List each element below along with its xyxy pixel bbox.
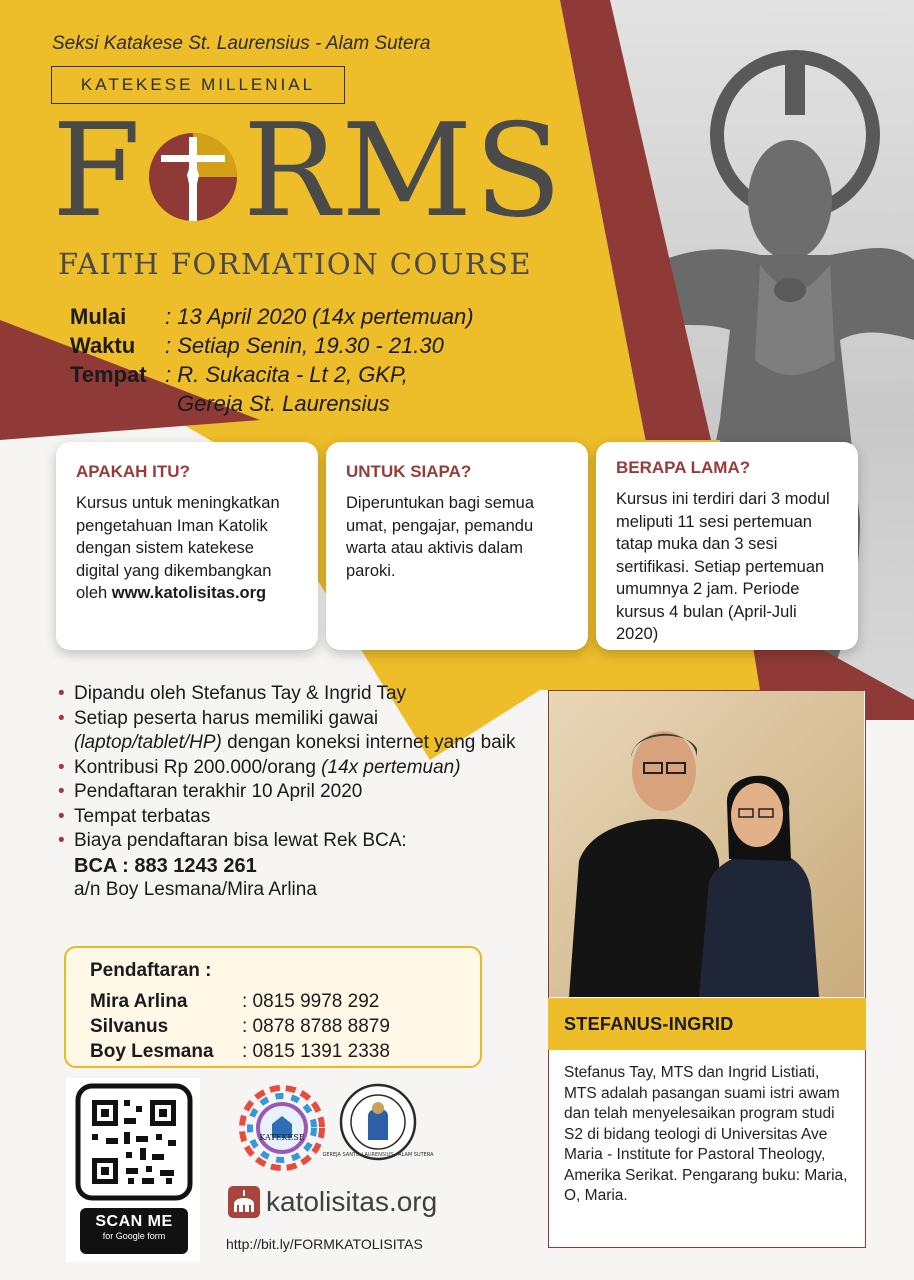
card-for-whom	[326, 442, 588, 650]
account-holder: a/n Boy Lesmana/Mira Arlina	[74, 879, 317, 900]
schedule-row: Gereja St. Laurensius	[177, 391, 390, 416]
list-item: • Tempat terbatas	[58, 805, 211, 827]
course-title: FAITH FORMATION COURSE	[58, 247, 533, 281]
site-name: katolisitas.org	[266, 1186, 438, 1217]
list-item: • Biaya pendaftaran bisa lewat Rek BCA:	[58, 830, 407, 851]
contact-row: Boy Lesmana : 0815 1391 2338	[90, 1041, 390, 1062]
registration-box	[64, 946, 482, 1068]
contact-row: Mira Arlina : 0815 9978 292	[90, 991, 380, 1012]
organizer-subtitle: Seksi Katakese St. Laurensius - Alam Sutera	[52, 33, 431, 54]
katolisitas-brand[interactable]	[228, 1186, 437, 1218]
registration-heading: Pendaftaran :	[90, 960, 212, 981]
katekese-logo	[238, 1080, 326, 1174]
list-item: • Kontribusi Rp 200.000/orang (14x pertemuan)	[58, 756, 461, 778]
title-letters-rms: RMS	[242, 97, 564, 246]
list-item: • Dipandu oleh Stefanus Tay & Ingrid Tay	[58, 683, 407, 704]
schedule-row: Mulai : 13 April 2020 (14x pertemuan)	[70, 304, 474, 329]
card-text: Kursus ini terdiri dari 3 modul meliputi 11 sesi pertemuan tatap muka dan 3 sesi sertifikasi. Setiap pertemuan umumnya 2 jam. Periode kursus 4 bulan (April-Juli 2020)	[616, 490, 830, 643]
card-text: Kursus untuk meningkatkan pengetahuan Iman Katolik dengan sistem katekese digital yang dikembangkan oleh www.katolisitas.org	[76, 494, 280, 602]
crucifix-icon	[147, 131, 239, 223]
speaker-description: Stefanus Tay, MTS dan Ingrid Listiati, MTS adalah pasangan suami istri awam dan telah menyelesaikan program studi S2 di bidang teologi di Universitas Ave Maria - Institute for Pastoral Theology, Amerika Serikat. Pengarang buku: Maria, O, Maria.	[564, 1064, 848, 1204]
card-title: BERAPA LAMA?	[616, 458, 751, 477]
forms-title	[52, 97, 564, 246]
schedule-row: Tempat : R. Sukacita - Lt 2, GKP,	[70, 362, 408, 387]
schedule-info	[70, 302, 474, 418]
phone-number[interactable]: : 0878 8788 8879	[242, 1016, 390, 1037]
card-title: APAKAH ITU?	[76, 462, 190, 481]
bank-account: BCA : 883 1243 261	[74, 854, 257, 877]
list-item: • Setiap peserta harus memiliki gawai (laptop/tablet/HP) dengan koneksi internet yang baik	[58, 707, 516, 753]
list-item: • Pendaftaran terakhir 10 April 2020	[58, 781, 363, 802]
basilica-icon	[228, 1186, 260, 1218]
schedule-row: Waktu : Setiap Senin, 19.30 - 21.30	[70, 333, 444, 358]
card-text: Diperuntukan bagi semua umat, pengajar, pemandu warta atau aktivis dalam paroki.	[346, 494, 535, 580]
program-tag: KATEKESE MILLENIAL	[51, 66, 345, 104]
phone-number[interactable]: : 0815 1391 2338	[242, 1041, 390, 1062]
website-link[interactable]: www.katolisitas.org	[111, 584, 267, 602]
contact-row: Silvanus : 0878 8788 8879	[90, 1016, 390, 1037]
card-title: UNTUK SIAPA?	[346, 462, 472, 481]
form-url[interactable]: http://bit.ly/FORMKATOLISITAS	[226, 1236, 423, 1252]
speaker-photo	[549, 691, 864, 997]
phone-number[interactable]: : 0815 9978 292	[242, 991, 380, 1012]
speaker-name: STEFANUS-INGRID	[548, 998, 866, 1050]
details-list	[58, 682, 528, 903]
scan-me-button[interactable]: SCAN ME for Google form	[80, 1208, 188, 1254]
parish-logo-text: GEREJA SANTO LAURENSIUS · ALAM SUTERA	[322, 1152, 434, 1158]
qr-code-icon	[66, 1078, 200, 1212]
card-what-is-it	[56, 442, 318, 650]
card-how-long	[596, 442, 858, 650]
parish-logo	[322, 1082, 434, 1162]
katekese-logo-text: KATEKESE	[259, 1133, 305, 1142]
title-letter-f: F	[52, 97, 143, 246]
